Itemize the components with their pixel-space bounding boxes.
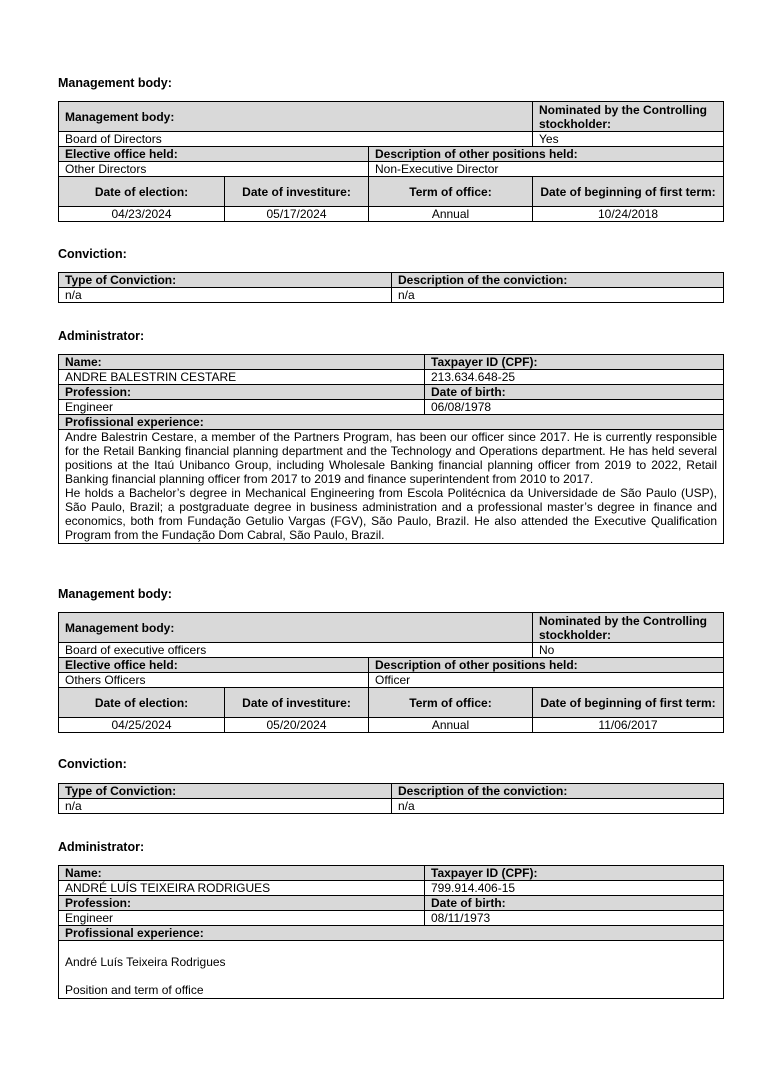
type-conviction-value: n/a bbox=[59, 288, 392, 303]
experience-value bbox=[59, 430, 724, 544]
profession-value: Engineer bbox=[59, 911, 425, 926]
conviction-heading: Conviction: bbox=[58, 247, 127, 261]
date-investiture-label: Date of investiture: bbox=[225, 688, 369, 718]
management-body-heading: Management body: bbox=[58, 76, 172, 90]
management-body-table bbox=[58, 101, 724, 222]
date-election-value: 04/23/2024 bbox=[59, 207, 225, 222]
type-conviction-label: Type of Conviction: bbox=[59, 784, 392, 799]
name-value: ANDRE BALESTRIN CESTARE bbox=[59, 370, 425, 385]
term-office-value: Annual bbox=[369, 207, 533, 222]
date-investiture-value: 05/20/2024 bbox=[225, 718, 369, 733]
other-positions-value: Non-Executive Director bbox=[369, 162, 724, 177]
desc-conviction-value: n/a bbox=[392, 288, 724, 303]
date-birth-value: 06/08/1978 bbox=[425, 400, 724, 415]
date-first-term-label: Date of beginning of first term: bbox=[533, 688, 724, 718]
date-first-term-value: 10/24/2018 bbox=[533, 207, 724, 222]
term-office-label: Term of office: bbox=[369, 177, 533, 207]
other-positions-label: Description of other positions held: bbox=[369, 658, 724, 673]
elective-office-value: Other Directors bbox=[59, 162, 369, 177]
administrator-heading: Administrator: bbox=[58, 840, 145, 854]
taxpayer-label: Taxpayer ID (CPF): bbox=[425, 355, 724, 370]
type-conviction-value: n/a bbox=[59, 799, 392, 814]
elective-office-value: Others Officers bbox=[59, 673, 369, 688]
desc-conviction-label: Description of the conviction: bbox=[392, 273, 724, 288]
administrator-table bbox=[58, 865, 724, 999]
name-label: Name: bbox=[59, 866, 425, 881]
profession-value: Engineer bbox=[59, 400, 425, 415]
date-first-term-value: 11/06/2017 bbox=[533, 718, 724, 733]
conviction-heading: Conviction: bbox=[58, 757, 127, 771]
management-body-label: Management body: bbox=[59, 613, 533, 643]
experience-value bbox=[59, 941, 724, 999]
taxpayer-value: 799.914.406-15 bbox=[425, 881, 724, 896]
profession-label: Profession: bbox=[59, 385, 425, 400]
conviction-table bbox=[58, 272, 724, 303]
term-office-value: Annual bbox=[369, 718, 533, 733]
management-body-label: Management body: bbox=[59, 102, 533, 132]
date-election-label: Date of election: bbox=[59, 177, 225, 207]
name-label: Name: bbox=[59, 355, 425, 370]
date-investiture-label: Date of investiture: bbox=[225, 177, 369, 207]
experience-line: Position and term of office bbox=[65, 983, 204, 997]
experience-paragraph: He holds a Bachelor’s degree in Mechanical Engineering from Escola Politécnica da Universidade de São Paulo (USP), São Paulo, Brazil; a postgraduate degree in business administration and a professional master’s degree in finance and economics, both from Fundação Getulio Vargas (FGV), São Paulo, Brazil. He also attended the Executive Qualification Program from the Fundação Dom Cabral, São Paulo, Brazil. bbox=[65, 486, 717, 542]
management-body-table bbox=[58, 612, 724, 733]
term-office-label: Term of office: bbox=[369, 688, 533, 718]
experience-label: Profissional experience: bbox=[59, 926, 724, 941]
administrator-heading: Administrator: bbox=[58, 329, 145, 343]
nominated-value: No bbox=[533, 643, 724, 658]
experience-paragraph: Andre Balestrin Cestare, a member of the Partners Program, has been our officer since 2017. He is currently responsible for the Retail Banking financial planning department and the Technology and Operations department. He has held several positions at the Itaú Unibanco Group, including Wholesale Banking financial planning officer from 2019 to 2022, Retail Banking financial planning officer from 2017 to 2019 and finance superintendent from 2010 to 2017. bbox=[65, 430, 717, 486]
management-body-heading: Management body: bbox=[58, 587, 172, 601]
nominated-label: Nominated by the Controlling stockholder: bbox=[533, 613, 724, 643]
taxpayer-label: Taxpayer ID (CPF): bbox=[425, 866, 724, 881]
elective-office-label: Elective office held: bbox=[59, 658, 369, 673]
date-election-value: 04/25/2024 bbox=[59, 718, 225, 733]
type-conviction-label: Type of Conviction: bbox=[59, 273, 392, 288]
date-birth-label: Date of birth: bbox=[425, 896, 724, 911]
conviction-table bbox=[58, 783, 724, 814]
experience-label: Profissional experience: bbox=[59, 415, 724, 430]
date-election-label: Date of election: bbox=[59, 688, 225, 718]
name-value: ANDRÉ LUÍS TEIXEIRA RODRIGUES bbox=[59, 881, 425, 896]
nominated-label: Nominated by the Controlling stockholder: bbox=[533, 102, 724, 132]
date-birth-label: Date of birth: bbox=[425, 385, 724, 400]
date-birth-value: 08/11/1973 bbox=[425, 911, 724, 926]
date-first-term-label: Date of beginning of first term: bbox=[533, 177, 724, 207]
nominated-value: Yes bbox=[533, 132, 724, 147]
elective-office-label: Elective office held: bbox=[59, 147, 369, 162]
desc-conviction-label: Description of the conviction: bbox=[392, 784, 724, 799]
management-body-value: Board of Directors bbox=[59, 132, 533, 147]
experience-line: André Luís Teixeira Rodrigues bbox=[65, 955, 226, 969]
taxpayer-value: 213.634.648-25 bbox=[425, 370, 724, 385]
other-positions-label: Description of other positions held: bbox=[369, 147, 724, 162]
desc-conviction-value: n/a bbox=[392, 799, 724, 814]
other-positions-value: Officer bbox=[369, 673, 724, 688]
profession-label: Profession: bbox=[59, 896, 425, 911]
administrator-table bbox=[58, 354, 724, 544]
management-body-value: Board of executive officers bbox=[59, 643, 533, 658]
date-investiture-value: 05/17/2024 bbox=[225, 207, 369, 222]
